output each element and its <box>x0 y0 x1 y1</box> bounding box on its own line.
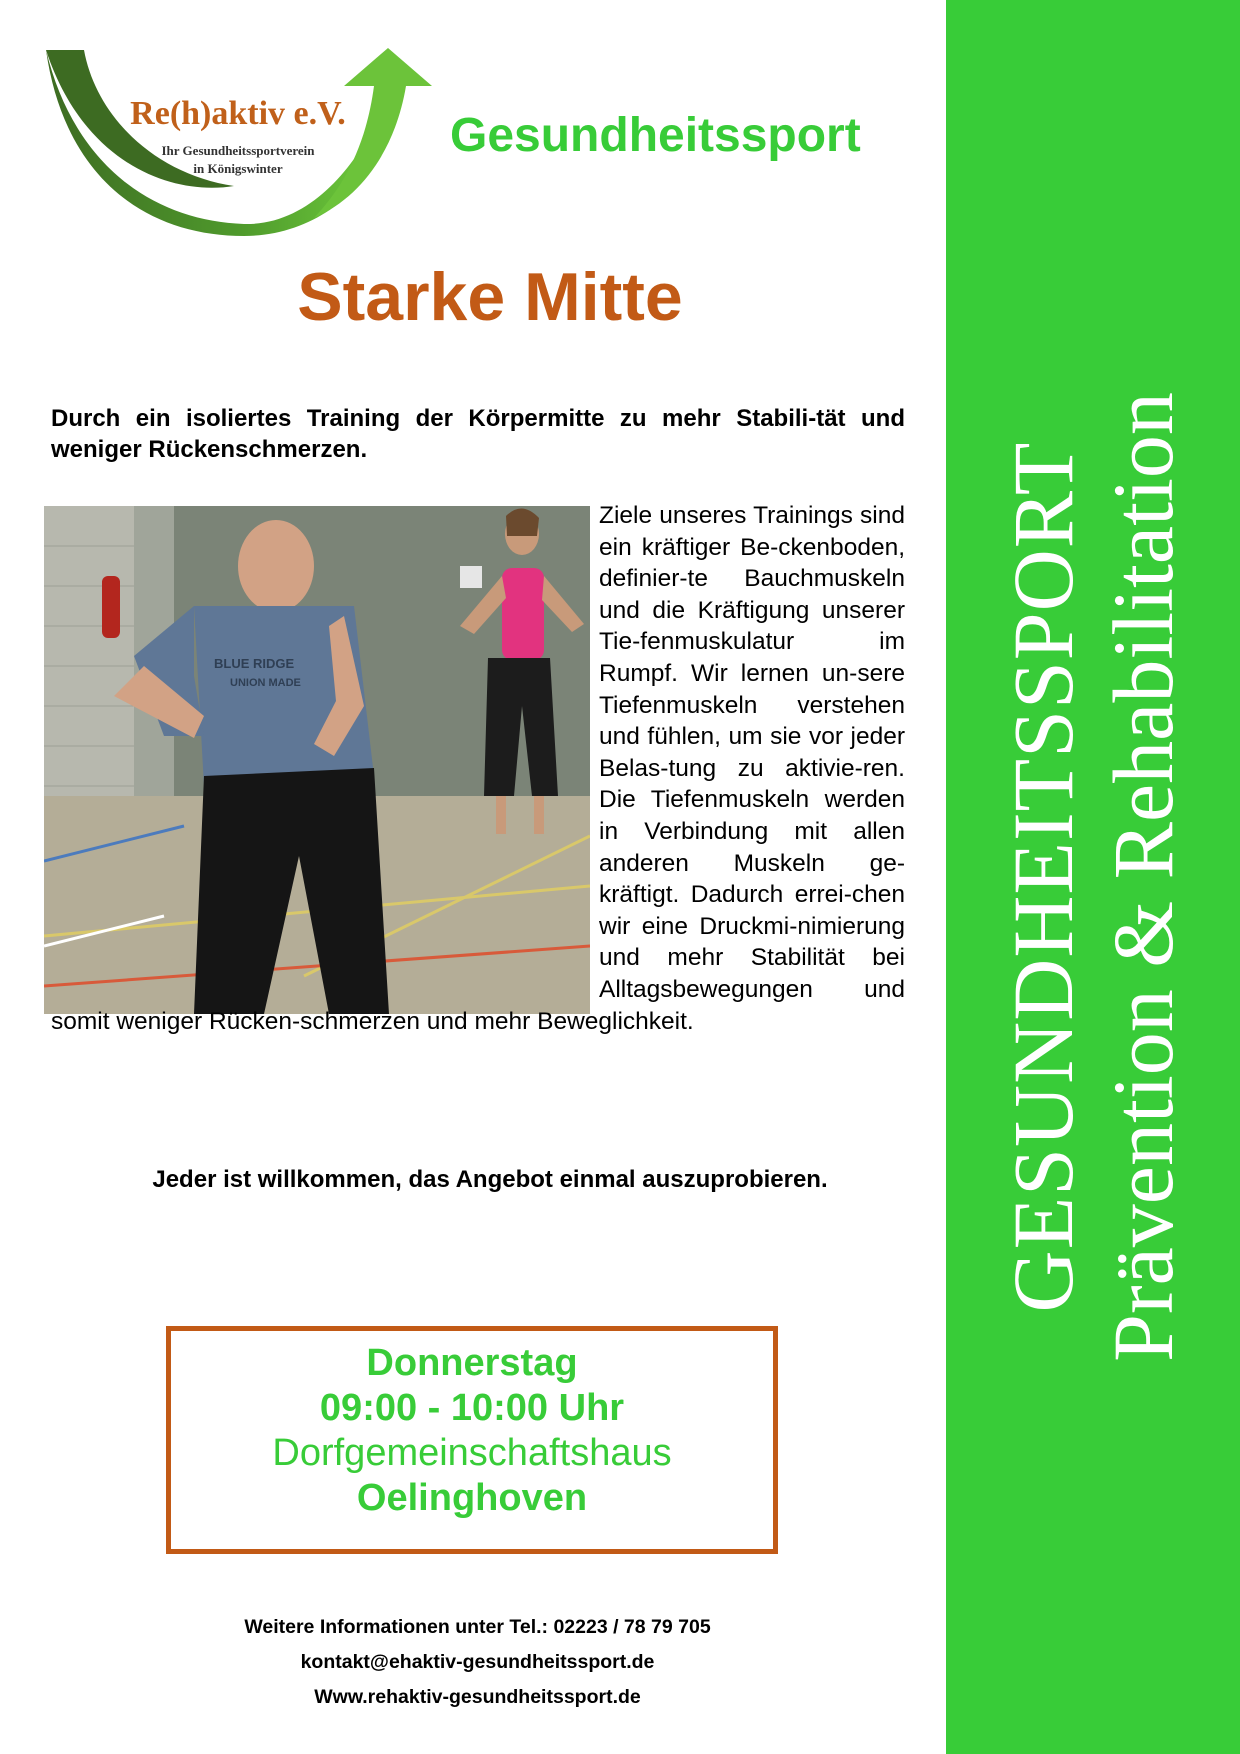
sidebar-line2: Prävention & Rehabilitation <box>1095 392 1191 1362</box>
schedule-box <box>166 1326 778 1554</box>
contact-phone: Weitere Informationen unter Tel.: 02223 / 78 79 705 <box>244 1616 711 1638</box>
intro-text: Durch ein isoliertes Training der Körpermitte zu mehr Stabili-tät und weniger Rückenschmerzen. <box>51 405 905 463</box>
closing-text: Jeder ist willkommen, das Angebot einmal auszuprobieren. <box>152 1166 828 1193</box>
sidebar-banner <box>946 0 1240 1754</box>
schedule-town: Oelinghoven <box>356 1477 588 1519</box>
schedule-place: Dorfgemeinschaftshaus <box>272 1432 672 1474</box>
contact-info <box>40 1610 915 1715</box>
logo-arrow-icon <box>44 46 434 236</box>
logo-subtitle-line1: Ihr Gesundheitssportverein <box>161 143 315 158</box>
contact-email[interactable]: kontakt@ehaktiv-gesundheitssport.de <box>300 1651 655 1673</box>
shirt-print-line2: UNION MADE <box>230 677 301 689</box>
photo-float-spacer <box>51 500 599 1000</box>
body-section <box>51 500 905 1037</box>
logo-title: Re(h)aktiv e.V. <box>130 95 346 132</box>
sidebar-text <box>993 392 1193 1362</box>
body-text: Ziele unseres Trainings sind ein kräftiger Be-ckenboden, definier-te Bauchmuskeln und die Kräftigung unserer Tie-fenmuskulatur im Rumpf. Wir lernen un-sere Tiefenmuskeln verstehen und fühlen, um sie vor jeder Belas-tung zu aktivie-ren. Die Tiefenmuskeln werden in Verbindung mit allen anderen Muskeln ge-kräftigt. Dadurch errei-chen wir eine Druckmi-nimierung und mehr Stabilität bei Alltagsbewegungen und somit weniger Rücken-schmerzen und mehr Beweglichkeit. <box>51 502 905 1035</box>
schedule-day: Donnerstag <box>366 1342 578 1384</box>
logo-subtitle <box>118 142 358 178</box>
page-title: Starke Mitte <box>297 259 683 335</box>
shirt-print-line1: BLUE RIDGE <box>214 656 295 671</box>
category-heading: Gesundheitssport <box>450 109 861 162</box>
sidebar-line1: GESUNDHEITSSPORT <box>995 441 1091 1313</box>
schedule-time: 09:00 - 10:00 Uhr <box>319 1387 625 1429</box>
logo-subtitle-line2: in Königswinter <box>193 161 283 176</box>
club-logo <box>44 46 434 236</box>
contact-website[interactable]: Www.rehaktiv-gesundheitssport.de <box>314 1686 641 1708</box>
